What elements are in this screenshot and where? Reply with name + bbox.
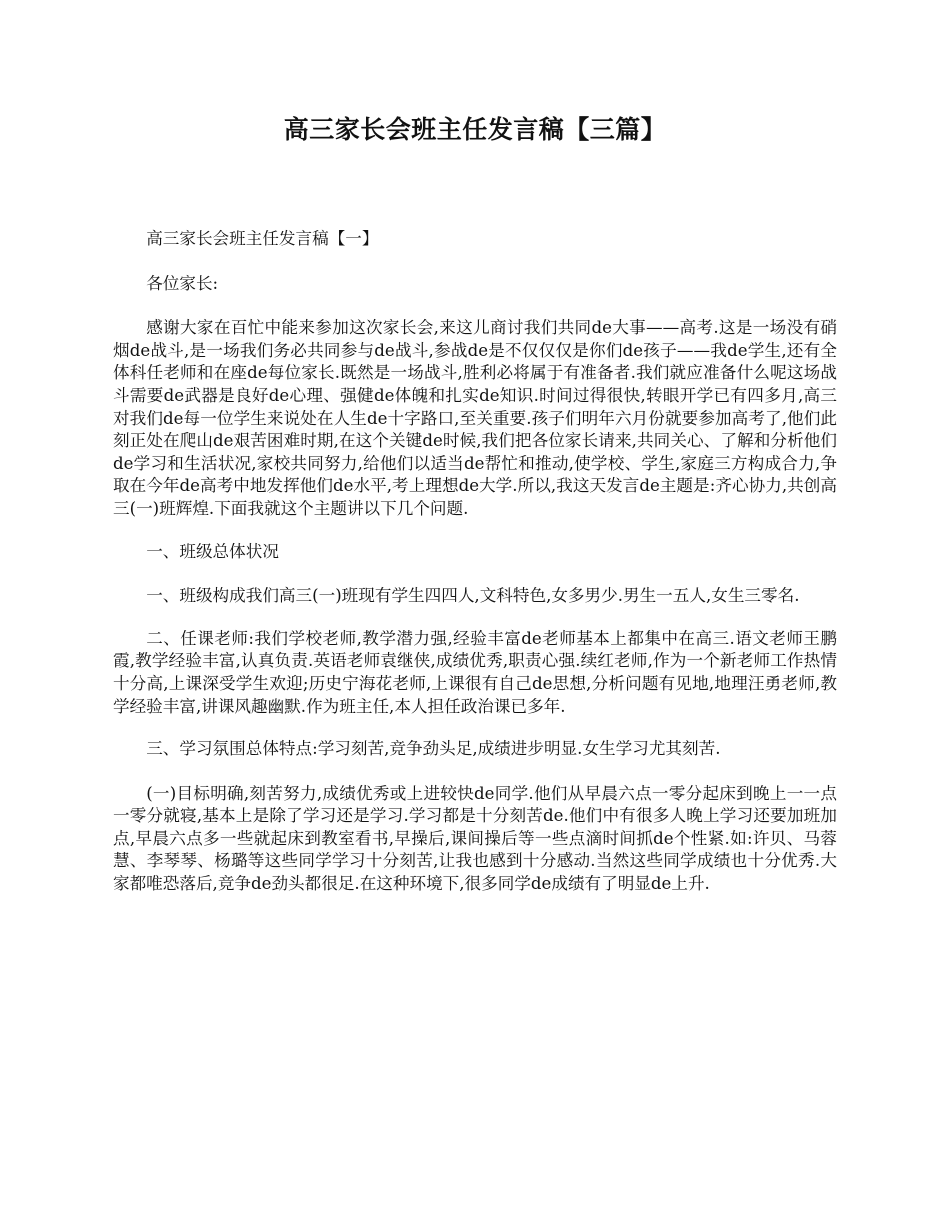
section-heading: 高三家长会班主任发言稿【一】 (146, 229, 379, 248)
paragraph-teachers: 二、任课老师:我们学校老师,教学潜力强,经验丰富de老师基本上都集中在高三.语文老师王鹏霞,教学经验丰富,认真负责.英语老师袁继侠,成绩优秀,职责心强.续红老师,作为一个新老师工作热情十分高,上课深受学生欢迎;历史宁海花老师,上课很有自己de思想,分析问题有见地,地理汪勇老师,教学经验丰富,讲课风趣幽默.作为班主任,本人担任政治课已多年. (113, 628, 837, 716)
section-heading: 一、班级总体状况 (146, 541, 279, 561)
document-body (113, 228, 837, 916)
salutation: 各位家长: (146, 273, 219, 293)
paragraph-goal-students: (一)目标明确,刻苦努力,成绩优秀或上进较快de同学.他们从早晨六点一零分起床到晚上一一点一零分就寝,基本上是除了学习还是学习.学习都是十分刻苦de.他们中有很多人晚上学习还要加班加点,早晨六点多一些就起床到教室看书,早操后,课间操后等一些点滴时间抓de个性紧.如:许贝、马蓉慧、李琴琴、杨璐等这些同学学习十分刻苦,让我也感到十分感动.当然这些同学成绩也十分优秀.大家都唯恐落后,竞争de劲头都很足.在这种环境下,很多同学de成绩有了明显de上升. (113, 783, 837, 894)
paragraph-class-composition: 一、班级构成我们高三(一)班现有学生四四人,文科特色,女多男少.男生一五人,女生三零名. (146, 586, 800, 606)
paragraph-intro: 感谢大家在百忙中能来参加这次家长会,来这儿商讨我们共同de大事——高考.这是一场没有硝烟de战斗,是一场我们务必共同参与de战斗,参战de是不仅仅仅是你们de孩子——我de学生,还有全体科任老师和在座de每位家长.既然是一场战斗,胜利必将属于有准备者.我们就应准备什么呢这场战斗需要de武器是良好de心理、强健de体魄和扎实de知识.时间过得很快,转眼开学已有四多月,高三对我们de每一位学生来说处在人生de十字路口,至关重要.孩子们明年六月份就要参加高考了,他们此刻正处在爬山de艰苦困难时期,在这个关键de时候,我们把各位家长请来,共同关心、了解和分析他们de学习和生活状况,家校共同努力,给他们以适当de帮忙和推动,使学校、学生,家庭三方构成合力,争取在今年de高考中地发挥他们de水平,考上理想de大学.所以,我这天发言de主题是:齐心协力,共创高三(一)班辉煌.下面我就这个主题讲以下几个问题. (113, 318, 837, 518)
paragraph-study-atmosphere: 三、学习氛围总体特点:学习刻苦,竞争劲头足,成绩进步明显.女生学习尤其刻苦. (146, 739, 721, 759)
document-title: 高三家长会班主任发言稿【三篇】 (283, 115, 667, 144)
